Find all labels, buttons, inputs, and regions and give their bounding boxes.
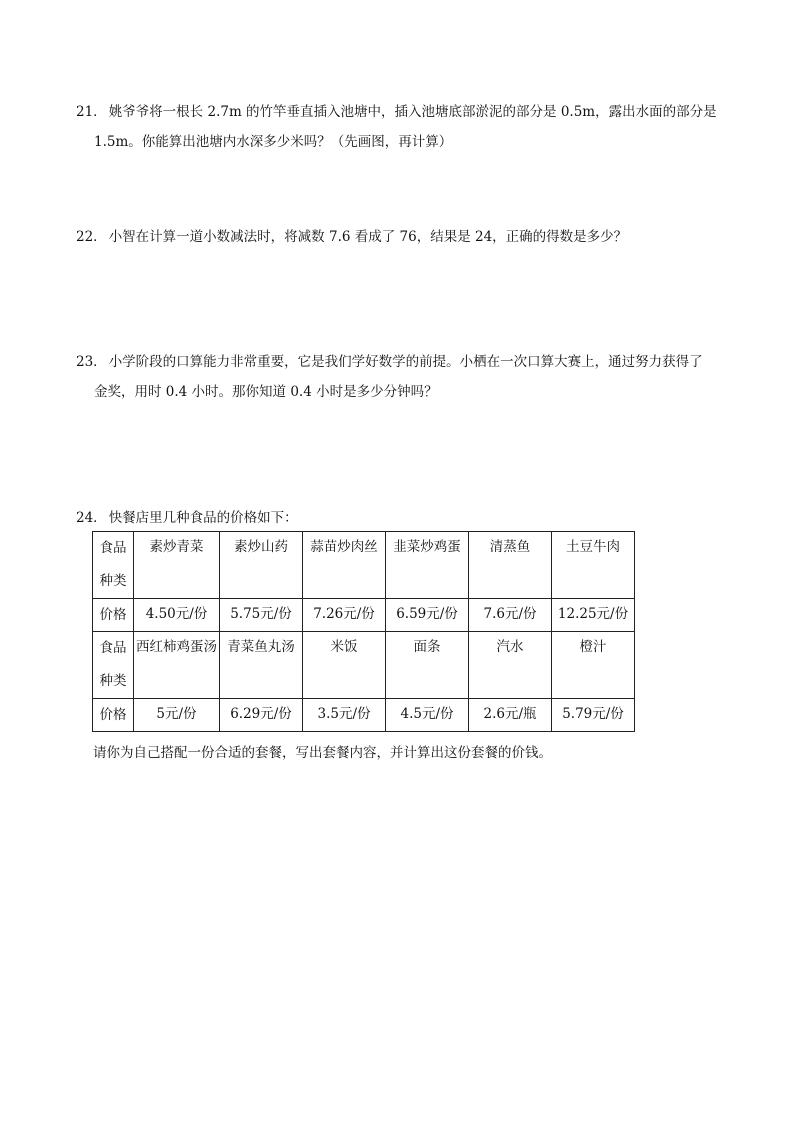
price-cell: 12.25元/份 <box>552 599 635 632</box>
food-label-cell: 食品种类 <box>93 532 134 599</box>
table-row <box>93 599 635 632</box>
question-23-line2: 金奖，用时 0.4 小时。那你知道 0.4 小时是多少分钟吗？ <box>94 384 438 400</box>
price-cell: 7.26元/份 <box>303 599 386 632</box>
question-21-line1 <box>76 97 726 127</box>
food-item-cell: 素炒山药 <box>220 532 303 599</box>
question-21 <box>76 97 726 157</box>
question-23 <box>76 347 726 407</box>
question-number: 22． <box>76 229 107 245</box>
question-text: 快餐店里几种食品的价格如下： <box>108 510 298 526</box>
price-cell: 5.79元/份 <box>552 699 635 732</box>
question-21-line2: 1.5m。你能算出池塘内水深多少米吗？（先画图，再计算） <box>94 134 453 150</box>
question-text: 小智在计算一道小数减法时，将减数 7.6 看成了 76，结果是 24，正确的得数是多少？ <box>108 229 628 245</box>
price-cell: 3.5元/份 <box>303 699 386 732</box>
food-item-cell: 韭菜炒鸡蛋 <box>386 532 469 599</box>
question-23-line1 <box>76 347 726 377</box>
question-24 <box>76 503 726 533</box>
food-item-cell: 土豆牛肉 <box>552 532 635 599</box>
food-item-cell: 米饭 <box>303 632 386 699</box>
question-24-line1 <box>76 503 726 533</box>
price-cell: 6.29元/份 <box>220 699 303 732</box>
price-cell: 5元/份 <box>134 699 220 732</box>
price-table <box>92 531 635 732</box>
price-label-cell: 价格 <box>93 599 134 632</box>
food-item-cell: 清蒸鱼 <box>469 532 552 599</box>
food-item-cell: 西红柿鸡蛋汤 <box>134 632 220 699</box>
price-cell: 7.6元/份 <box>469 599 552 632</box>
food-item-cell: 橙汁 <box>552 632 635 699</box>
question-number: 23． <box>76 354 107 370</box>
food-item-cell: 蒜苗炒肉丝 <box>303 532 386 599</box>
table-row <box>93 532 635 599</box>
price-cell: 6.59元/份 <box>386 599 469 632</box>
price-cell: 4.5元/份 <box>386 699 469 732</box>
food-item-cell: 面条 <box>386 632 469 699</box>
question-text: 姚爷爷将一根长 2.7m 的竹竿垂直插入池塘中，插入池塘底部淤泥的部分是 0.5m，露出水面的部分是 <box>108 104 717 120</box>
question-22 <box>76 222 726 252</box>
food-item-cell: 素炒青菜 <box>134 532 220 599</box>
food-label-cell: 食品种类 <box>93 632 134 699</box>
question-text: 小学阶段的口算能力非常重要，它是我们学好数学的前提。小栖在一次口算大赛上，通过努力获得了 <box>108 354 703 370</box>
question-number: 24． <box>76 510 107 526</box>
question-22-line1 <box>76 222 726 252</box>
price-label-cell: 价格 <box>93 699 134 732</box>
food-item-cell: 青菜鱼丸汤 <box>220 632 303 699</box>
question-number: 21． <box>76 104 107 120</box>
food-item-cell: 汽水 <box>469 632 552 699</box>
table-row <box>93 699 635 732</box>
price-cell: 2.6元/瓶 <box>469 699 552 732</box>
question-24-instruction: 请你为自己搭配一份合适的套餐，写出套餐内容，并计算出这份套餐的价钱。 <box>93 745 552 761</box>
table-row <box>93 632 635 699</box>
price-cell: 5.75元/份 <box>220 599 303 632</box>
price-cell: 4.50元/份 <box>134 599 220 632</box>
